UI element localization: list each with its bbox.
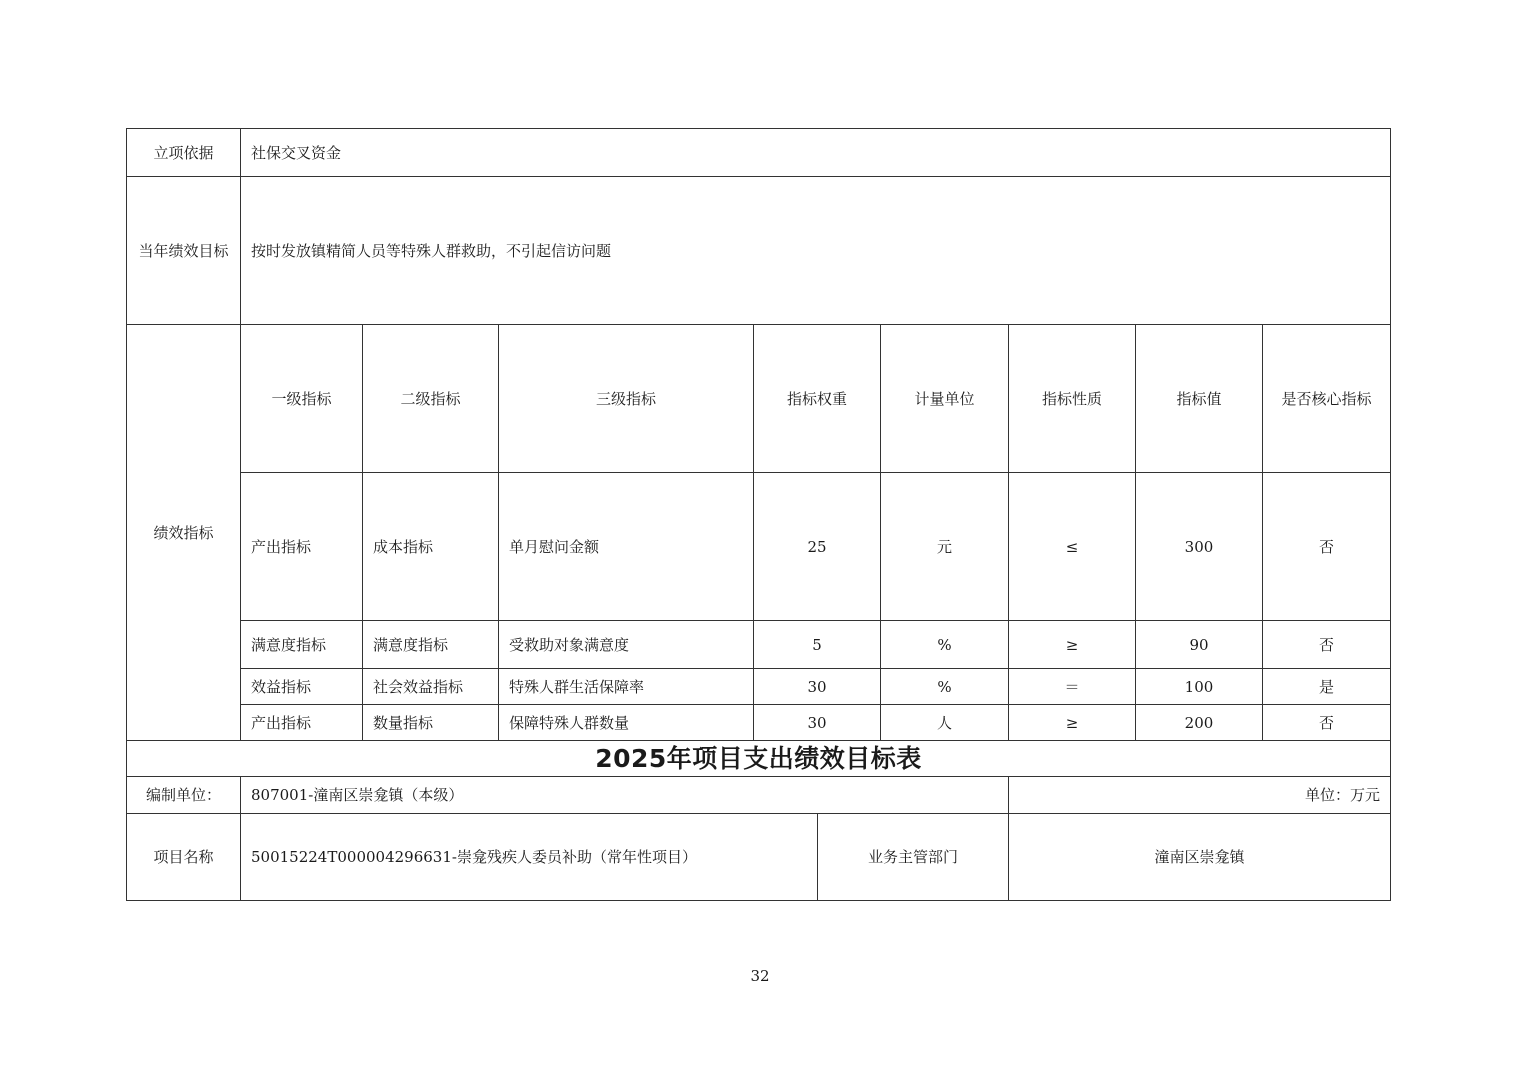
header-core: 是否核心指标 [1263,325,1391,473]
indicators-section-label: 绩效指标 [127,325,241,741]
indicator-unit: 元 [881,473,1009,621]
indicator-nature: ≤ [1009,473,1136,621]
indicator-level3: 单月慰问金额 [499,473,754,621]
indicator-level2: 满意度指标 [363,621,499,669]
goal-label: 当年绩效目标 [127,177,241,325]
indicator-value: 100 [1136,669,1263,705]
indicator-level3: 受救助对象满意度 [499,621,754,669]
indicator-row [127,705,1391,741]
project-row [127,814,1391,901]
indicator-unit: % [881,669,1009,705]
header-level2: 二级指标 [363,325,499,473]
indicator-level2: 社会效益指标 [363,669,499,705]
goal-row [127,177,1391,325]
header-nature: 指标性质 [1009,325,1136,473]
basis-value: 社保交叉资金 [241,129,1391,177]
unit-label: 编制单位： [127,777,241,814]
indicator-row [127,621,1391,669]
indicator-value: 300 [1136,473,1263,621]
unit-row [127,777,1391,814]
indicator-weight: 30 [754,669,881,705]
indicator-level1: 效益指标 [241,669,363,705]
header-value: 指标值 [1136,325,1263,473]
indicator-nature: ≥ [1009,621,1136,669]
header-weight: 指标权重 [754,325,881,473]
indicator-level3: 特殊人群生活保障率 [499,669,754,705]
indicator-unit: 人 [881,705,1009,741]
page-number: 32 [750,967,770,985]
indicator-level1: 产出指标 [241,473,363,621]
header-level3: 三级指标 [499,325,754,473]
header-level1: 一级指标 [241,325,363,473]
indicator-row [127,669,1391,705]
table-title: 2025年项目支出绩效目标表 [127,741,1391,777]
indicator-weight: 30 [754,705,881,741]
indicator-value: 200 [1136,705,1263,741]
indicator-level1: 产出指标 [241,705,363,741]
basis-label: 立项依据 [127,129,241,177]
indicator-core: 否 [1263,705,1391,741]
indicator-level3: 保障特殊人群数量 [499,705,754,741]
indicator-core: 否 [1263,621,1391,669]
indicator-core: 否 [1263,473,1391,621]
dept-value: 潼南区崇龛镇 [1009,814,1391,901]
project-label: 项目名称 [127,814,241,901]
indicator-level2: 数量指标 [363,705,499,741]
project-value: 50015224T000004296631-崇龛残疾人委员补助（常年性项目） [241,814,818,901]
performance-target-table [126,128,1391,901]
unit-value: 807001-潼南区崇龛镇（本级） [241,777,1009,814]
dept-label: 业务主管部门 [818,814,1009,901]
header-unit: 计量单位 [881,325,1009,473]
indicator-weight: 5 [754,621,881,669]
indicator-level2: 成本指标 [363,473,499,621]
money-unit: 单位：万元 [1009,777,1391,814]
indicator-core: 是 [1263,669,1391,705]
indicator-unit: % [881,621,1009,669]
indicator-value: 90 [1136,621,1263,669]
indicator-header-row [127,325,1391,473]
goal-value: 按时发放镇精简人员等特殊人群救助，不引起信访问题 [241,177,1391,325]
indicator-nature: ≥ [1009,705,1136,741]
title-row [127,741,1391,777]
indicator-level1: 满意度指标 [241,621,363,669]
indicator-nature: ＝ [1009,669,1136,705]
basis-row [127,129,1391,177]
indicator-weight: 25 [754,473,881,621]
indicator-row [127,473,1391,621]
